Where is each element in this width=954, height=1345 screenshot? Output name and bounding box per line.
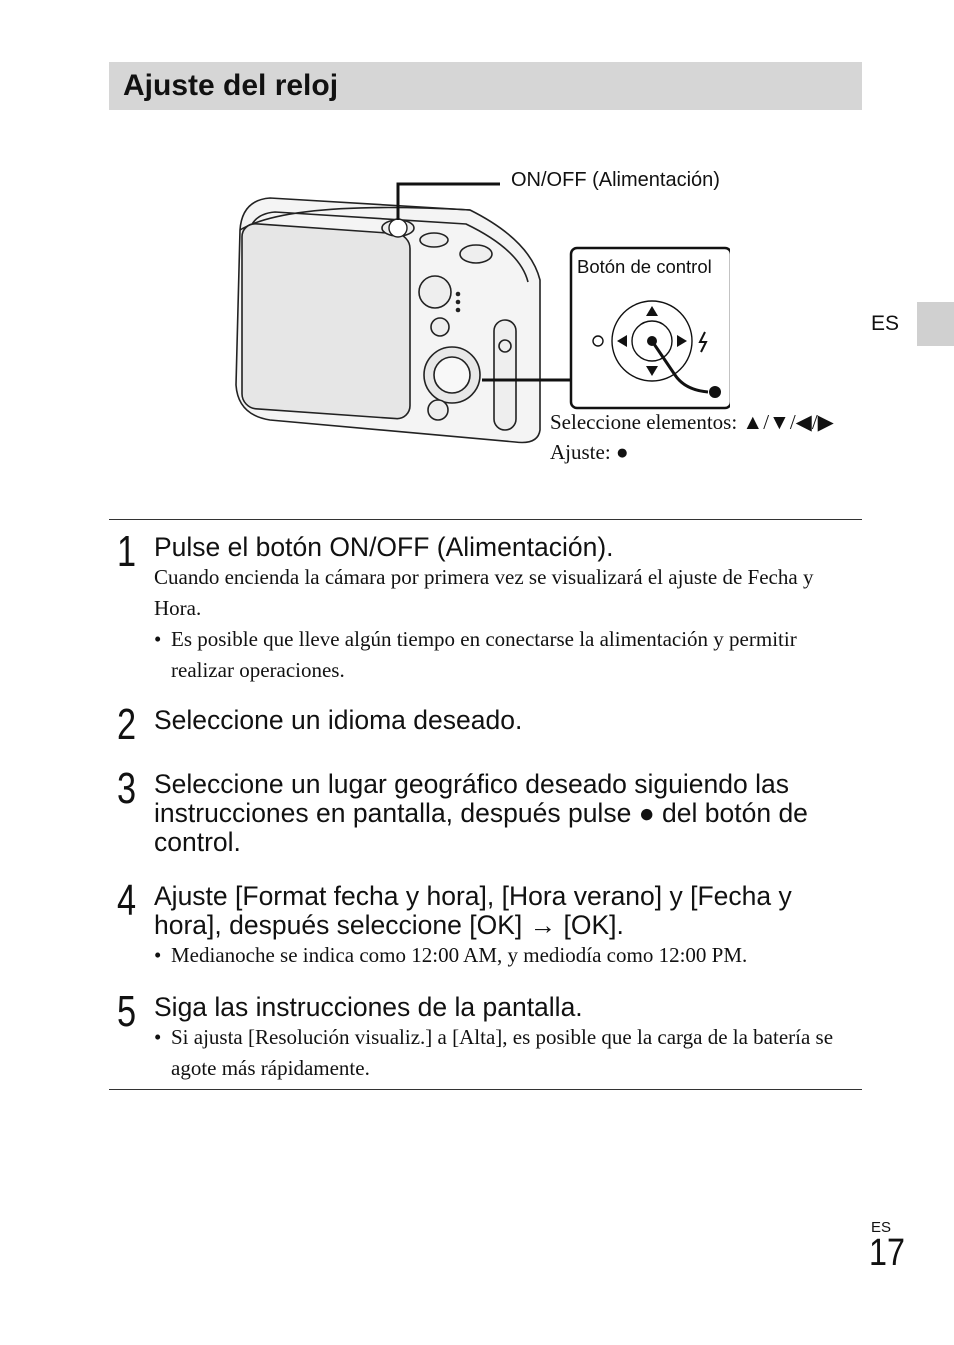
- section-title-bar: [109, 62, 862, 110]
- step-title: Pulse el botón ON/OFF (Alimentación).: [154, 532, 614, 562]
- camera-lcd-screen: [242, 223, 410, 420]
- step-bullet: • Medianoche se indica como 12:00 AM, y mediodía como 12:00 PM.: [154, 940, 864, 971]
- step-bullet: • Si ajusta [Resolución visualiz.] a [Alta], es posible que la carga de la batería se agote más rápidamente.: [154, 1022, 864, 1084]
- step-number: 1: [117, 527, 137, 576]
- steps-top-divider: [109, 519, 862, 520]
- power-button-highlight: [389, 219, 407, 237]
- step-title: Siga las instrucciones de la pantalla.: [154, 992, 583, 1022]
- step-bullet: • Es posible que lleve algún tiempo en conectarse la alimentación y permitir realizar operaciones.: [154, 624, 864, 686]
- step-number: 4: [117, 876, 137, 925]
- select-items-label: Seleccione elementos: ▲/▼/◀/▶: [550, 410, 834, 434]
- step-number: 2: [117, 700, 137, 749]
- section-title: Ajuste del reloj: [123, 69, 339, 102]
- side-language-label: ES: [871, 312, 900, 335]
- control-button-label: Botón de control: [577, 256, 712, 277]
- footer-language-label: ES: [871, 1219, 892, 1236]
- step-number: 3: [117, 764, 137, 813]
- step-text: Cuando encienda la cámara por primera vez se visualizará el ajuste de Fecha y Hora.: [154, 565, 814, 620]
- step-title: Seleccione un idioma deseado.: [154, 705, 523, 735]
- step-number: 5: [117, 987, 137, 1036]
- power-button-label: ON/OFF (Alimentación): [511, 169, 720, 191]
- page-number: 17: [869, 1232, 905, 1274]
- side-tab-marker: [917, 302, 954, 346]
- camera-body: [236, 198, 540, 443]
- step-title: Ajuste [Format fecha y hora], [Hora verano] y [Fecha y hora], después seleccione [OK] → [OK].: [154, 881, 792, 940]
- steps-bottom-divider: [109, 1089, 862, 1090]
- set-label: Ajuste: ●: [550, 440, 629, 464]
- step-title: Seleccione un lugar geográfico deseado siguiendo las instrucciones en pantalla, después pulse ● del botón de control.: [154, 769, 808, 857]
